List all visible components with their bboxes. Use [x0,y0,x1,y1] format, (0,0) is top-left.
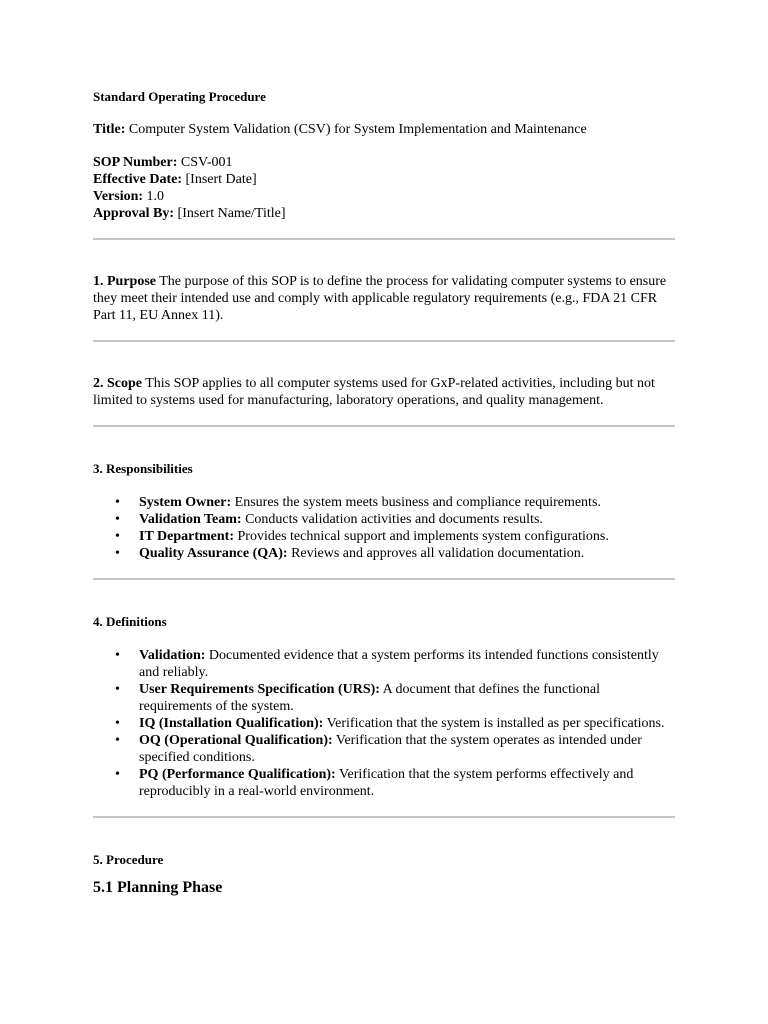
list-item [93,494,675,511]
list-item [93,732,675,766]
list-item-text: Provides technical support and implements system configurations. [234,529,609,544]
bullet-icon: • [115,716,120,731]
approval-value: [Insert Name/Title] [174,206,286,221]
list-item-term: Validation: [139,648,206,663]
list-item-text: Reviews and approves all validation documentation. [287,546,585,561]
version-value: 1.0 [143,189,165,204]
list-item-term: Quality Assurance (QA): [139,546,288,561]
version-label: Version: [93,189,144,204]
effective-date-line [93,171,675,188]
responsibilities-list [93,494,675,562]
scope-section [93,375,675,409]
purpose-heading: 1. Purpose [93,274,156,289]
definitions-heading: 4. Definitions [93,614,167,629]
list-item [93,647,675,681]
purpose-text: The purpose of this SOP is to define the process for validating computer systems to ensure they meet their intended use and comply with applicable regulatory requirements (e.g., FDA 21 CFR Part 11, EU Annex 11). [93,274,667,323]
version-line [93,188,675,205]
list-item-text: Verification that the system is installed as per specifications. [323,716,665,731]
title-label: Title: [93,122,126,137]
list-item [93,681,675,715]
sop-number-value: CSV-001 [177,155,233,170]
list-item-term: PQ (Performance Qualification): [139,767,336,782]
list-item-term: IQ (Installation Qualification): [139,716,324,731]
list-item [93,528,675,545]
list-item [93,715,675,732]
definitions-list [93,647,675,800]
sop-number-label: SOP Number: [93,155,178,170]
approval-line [93,205,675,222]
bullet-icon: • [115,529,120,544]
procedure-heading: 5. Procedure [93,852,164,867]
list-item [93,511,675,528]
list-item-text: Conducts validation activities and documents results. [241,512,543,527]
list-item-text: Ensures the system meets business and compliance requirements. [231,495,601,510]
bullet-icon: • [115,648,120,663]
list-item-term: OQ (Operational Qualification): [139,733,333,748]
bullet-icon: • [115,512,120,527]
bullet-icon: • [115,682,120,697]
approval-label: Approval By: [93,206,175,221]
title-line [93,121,675,138]
scope-text: This SOP applies to all computer systems used for GxP-related activities, including but not limited to systems used for manufacturing, laboratory operations, and quality management. [93,376,655,408]
bullet-icon: • [115,767,120,782]
sop-number-line [93,154,675,171]
sop-document [93,88,675,898]
list-item-text: Verification that the system operates as intended under specified conditions. [139,733,642,765]
list-item-term: User Requirements Specification (URS): [139,682,380,697]
list-item-text: A document that defines the functional requirements of the system. [139,682,601,714]
bullet-icon: • [115,733,120,748]
scope-heading: 2. Scope [93,376,142,391]
document-type-heading: Standard Operating Procedure [93,89,266,104]
list-item-term: System Owner: [139,495,232,510]
planning-phase-heading: 5.1 Planning Phase [93,879,223,896]
title-value: Computer System Validation (CSV) for System Implementation and Maintenance [125,122,587,137]
list-item-text: Documented evidence that a system performs its intended functions consistently and reliably. [139,648,659,680]
bullet-icon: • [115,495,120,510]
list-item-term: Validation Team: [139,512,242,527]
list-item-text: Verification that the system performs effectively and reproducibly in a real-world environment. [139,767,634,799]
bullet-icon: • [115,546,120,561]
list-item-term: IT Department: [139,529,235,544]
purpose-section [93,273,675,324]
effective-date-label: Effective Date: [93,172,183,187]
list-item [93,766,675,800]
responsibilities-heading: 3. Responsibilities [93,461,193,476]
effective-date-value: [Insert Date] [182,172,257,187]
list-item [93,545,675,562]
